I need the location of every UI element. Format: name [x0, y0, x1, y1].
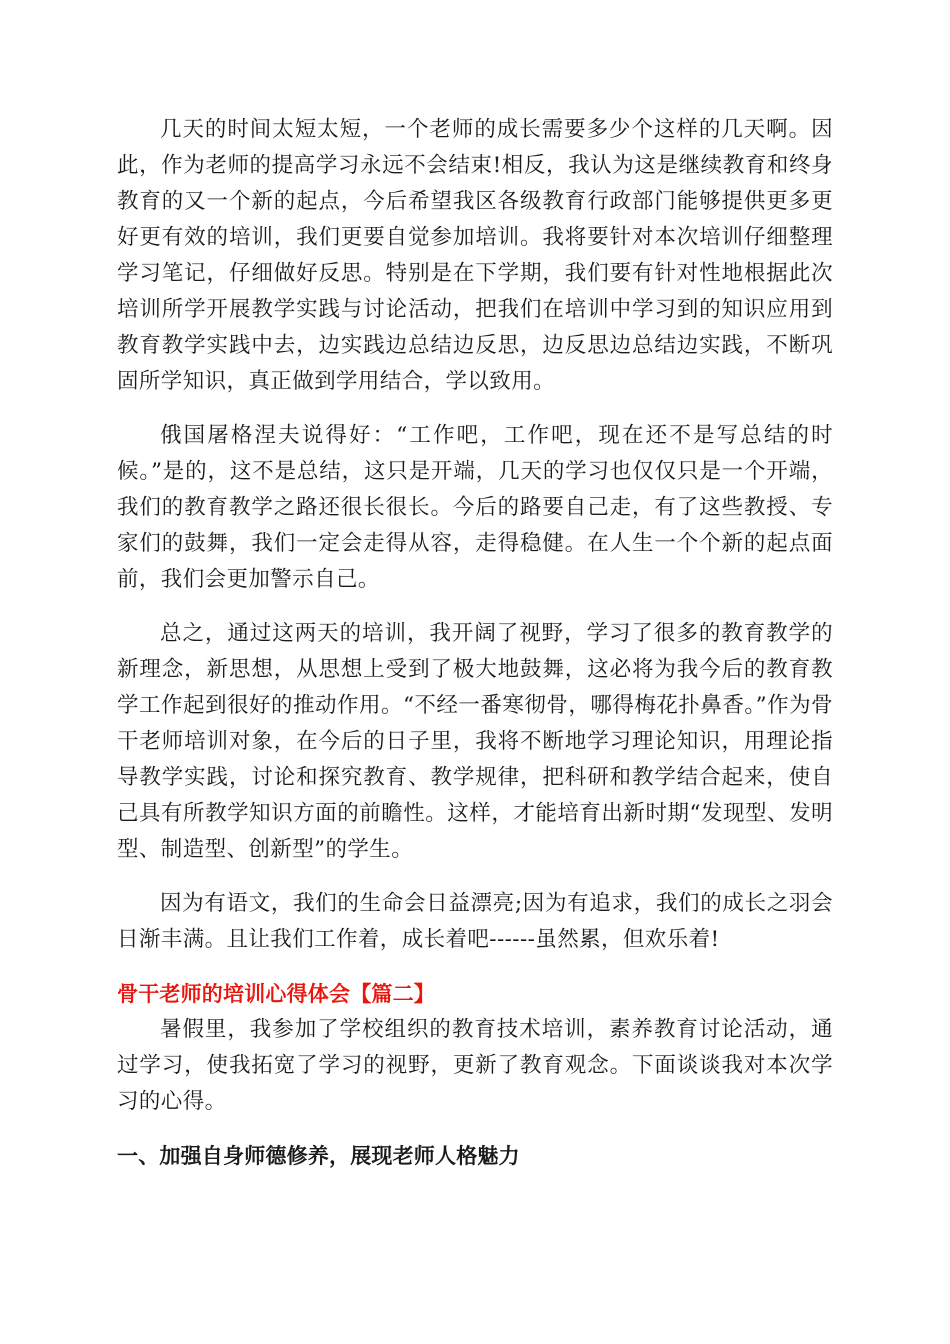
body-paragraph-3: 总之，通过这两天的培训，我开阔了视野，学习了很多的教育教学的新理念，新思想，从思想上受到了极大地鼓舞，这必将为我今后的教育教学工作起到很好的推动作用。“不经一番寒彻骨，哪得梅花扑鼻香。”作为骨干老师培训对象，在今后的日子里，我将不断地学习理论知识，用理论指导教学实践，讨论和探究教育、教学规律，把科研和教学结合起来，使自己具有所教学知识方面的前瞻性。这样，才能培育出新时期“发现型、发明型、制造型、创新型”的学生。	[117, 621, 833, 862]
body-paragraph-2: 俄国屠格涅夫说得好：“工作吧，工作吧，现在还不是写总结的时候。”是的，这不是总结，这只是开端，几天的学习也仅仅只是一个开端，我们的教育教学之路还很长很长。今后的路要自己走，有了这些教授、专家们的鼓舞，我们一定会走得从容，走得稳健。在人生一个个新的起点面前，我们会更加警示自己。	[117, 423, 833, 592]
body-paragraph-4: 因为有语文，我们的生命会日益漂亮;因为有追求，我们的成长之羽会日渐丰满。且让我们工作着，成长着吧------虽然累，但欢乐着!	[117, 891, 833, 952]
subheading: 一、加强自身师德修养，展现老师人格魅力	[117, 1144, 520, 1168]
body-paragraph-1: 几天的时间太短太短，一个老师的成长需要多少个这样的几天啊。因此，作为老师的提高学习永远不会结束!相反，我认为这是继续教育和终身教育的又一个新的起点，今后希望我区各级教育行政部门能够提供更多更好更有效的培训，我们更要自觉参加培训。我将要针对本次培训仔细整理学习笔记，仔细做好反思。特别是在下学期，我们要有针对性地根据此次培训所学开展教学实践与讨论活动，把我们在培训中学习到的知识应用到教育教学实践中去，边实践边总结边反思，边反思边总结边实践，不断巩固所学知识，真正做到学用结合，学以致用。	[117, 117, 833, 394]
section-paragraph: 暑假里，我参加了学校组织的教育技术培训，素养教育讨论活动，通过学习，使我拓宽了学习的视野，更新了教育观念。下面谈谈我对本次学习的心得。	[117, 1017, 833, 1114]
section-title: 骨干老师的培训心得体会【篇二】	[117, 982, 435, 1006]
document-page	[117, 112, 833, 1174]
